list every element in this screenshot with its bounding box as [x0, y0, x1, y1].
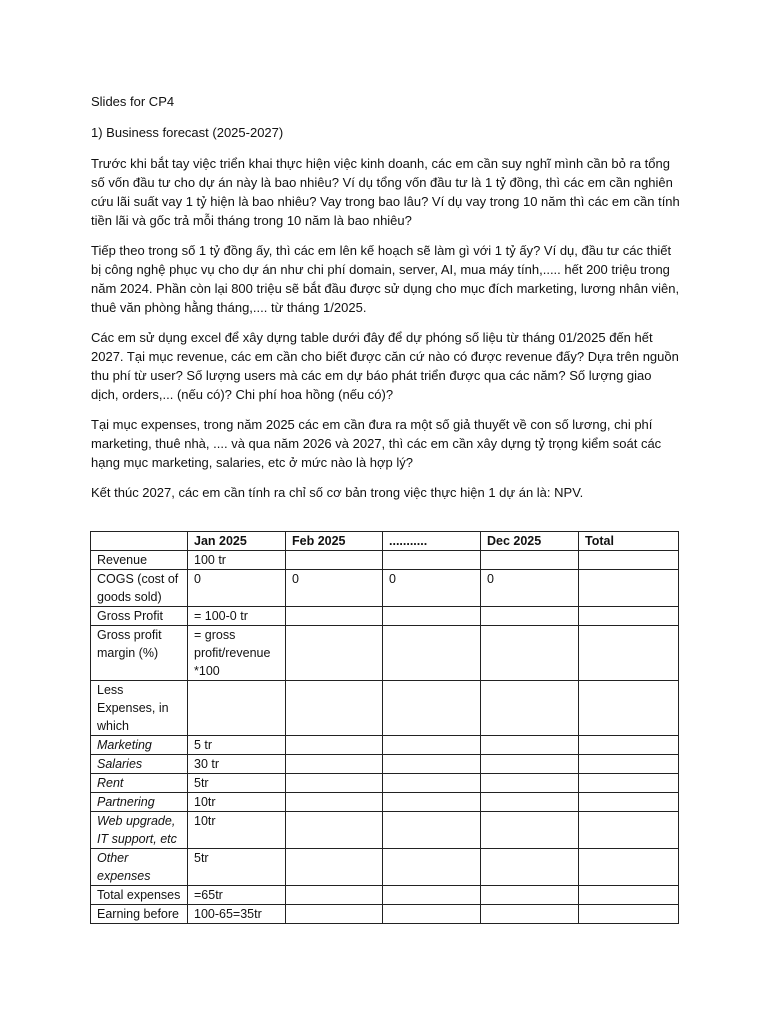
table-cell	[481, 607, 579, 626]
table-cell	[383, 681, 481, 736]
table-cell	[481, 905, 579, 924]
paragraph-investment: Trước khi bắt tay việc triển khai thực hiện việc kinh doanh, các em cần suy nghĩ mình cần bỏ ra tổng số vốn đầu tư cho dự án này là bao nhiêu? Ví dụ tổng vốn đầu tư là 1 tỷ đồng, thì các em cần nghiên cứu lãi suất vay 1 tỷ hiện là bao nhiêu? Vay trong bao lâu? Ví dụ vay trong 10 năm thì các em cần tính tiền lãi và gốc trả mỗi tháng trong 10 năm là bao nhiêu?	[91, 156, 680, 228]
table-cell	[383, 774, 481, 793]
table-cell	[579, 681, 679, 736]
table-cell	[286, 607, 383, 626]
table-cell	[188, 681, 286, 736]
table-cell: 0	[383, 570, 481, 607]
row-label: Earning before	[91, 905, 188, 924]
table-row-earning-before	[91, 905, 679, 924]
table-cell	[383, 849, 481, 886]
paragraph-revenue: Các em sử dụng excel để xây dựng table dưới đây để dự phóng số liệu từ tháng 01/2025 đến hết 2027. Tại mục revenue, các em cần cho biết được căn cứ nào có được revenue đấy? Dựa trên nguồn thu phí từ user? Số lượng users mà các em dự báo phát triển được qua các năm? Số lượng giao dịch, orders,... (nếu có)? Chi phí hoa hồng (nếu có)?	[91, 330, 679, 402]
table-cell	[383, 905, 481, 924]
header-cell-blank	[91, 532, 188, 551]
header-cell-ellipsis: ...........	[383, 532, 481, 551]
table-cell	[481, 736, 579, 755]
row-label: Gross Profit	[91, 607, 188, 626]
table-cell	[579, 607, 679, 626]
table-cell	[383, 886, 481, 905]
table-cell	[579, 793, 679, 812]
row-label: Other expenses	[91, 849, 188, 886]
row-label: Partnering	[91, 793, 188, 812]
table-cell	[286, 849, 383, 886]
table-row-gross-profit-margin	[91, 626, 679, 681]
table-row-partnering	[91, 793, 679, 812]
table-cell: 5tr	[188, 849, 286, 886]
table-cell	[481, 812, 579, 849]
document-body	[91, 92, 681, 513]
table-row-marketing	[91, 736, 679, 755]
table-cell	[579, 905, 679, 924]
table-cell	[383, 551, 481, 570]
row-label: Salaries	[91, 755, 188, 774]
paragraph-budget-plan: Tiếp theo trong số 1 tỷ đồng ấy, thì các em lên kế hoạch sẽ làm gì với 1 tỷ ấy? Ví dụ, đầu tư các thiết bị công nghệ phục vụ cho dự án như chi phí domain, server, AI, mua máy tính,..... hết 200 triệu trong năm 2024. Phần còn lại 800 triệu sẽ bắt đầu được sử dụng cho mục đích marketing, lương nhân viên, thuê văn phòng hằng tháng,.... từ tháng 1/2025.	[91, 243, 680, 315]
table-cell	[286, 905, 383, 924]
forecast-table	[90, 531, 679, 924]
table-cell: = gross profit/revenue *100	[188, 626, 286, 681]
table-cell	[481, 626, 579, 681]
table-cell	[481, 849, 579, 886]
table-cell: = 100-0 tr	[188, 607, 286, 626]
table-cell	[383, 607, 481, 626]
row-label: Gross profit margin (%)	[91, 626, 188, 681]
table-cell	[481, 774, 579, 793]
table-row-salaries	[91, 755, 679, 774]
table-cell: 0	[286, 570, 383, 607]
header-cell-jan-2025: Jan 2025	[188, 532, 286, 551]
table-cell	[286, 886, 383, 905]
table-cell	[481, 551, 579, 570]
table-cell	[579, 570, 679, 607]
table-row-gross-profit	[91, 607, 679, 626]
row-label: Rent	[91, 774, 188, 793]
table-row-cogs	[91, 570, 679, 607]
table-cell: 100-65=35tr	[188, 905, 286, 924]
table-cell	[579, 774, 679, 793]
table-cell	[383, 812, 481, 849]
table-cell	[579, 849, 679, 886]
table-cell: =65tr	[188, 886, 286, 905]
table-cell	[286, 755, 383, 774]
table-cell	[579, 626, 679, 681]
row-label: Total expenses	[91, 886, 188, 905]
section-heading: 1) Business forecast (2025-2027)	[91, 125, 284, 140]
table-cell	[481, 681, 579, 736]
table-row-total-expenses	[91, 886, 679, 905]
document-title: Slides for CP4	[91, 94, 175, 109]
table-cell	[481, 755, 579, 774]
table-cell	[579, 736, 679, 755]
table-cell: 5tr	[188, 774, 286, 793]
table-cell: 5 tr	[188, 736, 286, 755]
table-cell	[481, 886, 579, 905]
row-label: Marketing	[91, 736, 188, 755]
table-cell: 100 tr	[188, 551, 286, 570]
header-cell-feb-2025: Feb 2025	[286, 532, 383, 551]
table-cell	[383, 626, 481, 681]
table-cell: 10tr	[188, 812, 286, 849]
table-cell	[383, 793, 481, 812]
table-row-rent	[91, 774, 679, 793]
table-cell	[286, 736, 383, 755]
table-cell: 30 tr	[188, 755, 286, 774]
table-cell: 0	[481, 570, 579, 607]
table-cell	[579, 551, 679, 570]
table-row-other-expenses	[91, 849, 679, 886]
paragraph-npv: Kết thúc 2027, các em cần tính ra chỉ số cơ bản trong việc thực hiện 1 dự án là: NPV.	[91, 485, 584, 500]
table-cell	[579, 755, 679, 774]
table-row-revenue	[91, 551, 679, 570]
row-label: COGS (cost of goods sold)	[91, 570, 188, 607]
table-cell	[286, 812, 383, 849]
row-label: Revenue	[91, 551, 188, 570]
table-cell: 0	[188, 570, 286, 607]
table-cell: 10tr	[188, 793, 286, 812]
table-cell	[286, 774, 383, 793]
row-label: Less Expenses, in which	[91, 681, 188, 736]
table-cell	[286, 681, 383, 736]
table-cell	[579, 812, 679, 849]
row-label: Web upgrade, IT support, etc	[91, 812, 188, 849]
table-row-web-upgrade	[91, 812, 679, 849]
table-header-row	[91, 532, 679, 551]
table-cell	[481, 793, 579, 812]
header-cell-dec-2025: Dec 2025	[481, 532, 579, 551]
table-cell	[383, 755, 481, 774]
table-cell	[383, 736, 481, 755]
table-cell	[286, 793, 383, 812]
table-cell	[286, 551, 383, 570]
paragraph-expenses: Tại mục expenses, trong năm 2025 các em cần đưa ra một số giả thuyết về con số lương, chi phí marketing, thuê nhà, .... và qua năm 2026 và 2027, thì các em cần xây dựng tỷ trọng kiểm soát các hạng mục marketing, salaries, etc ở mức nào là hợp lý?	[91, 417, 662, 470]
table-row-less-expenses	[91, 681, 679, 736]
table-cell	[579, 886, 679, 905]
table-cell	[286, 626, 383, 681]
header-cell-total: Total	[579, 532, 679, 551]
